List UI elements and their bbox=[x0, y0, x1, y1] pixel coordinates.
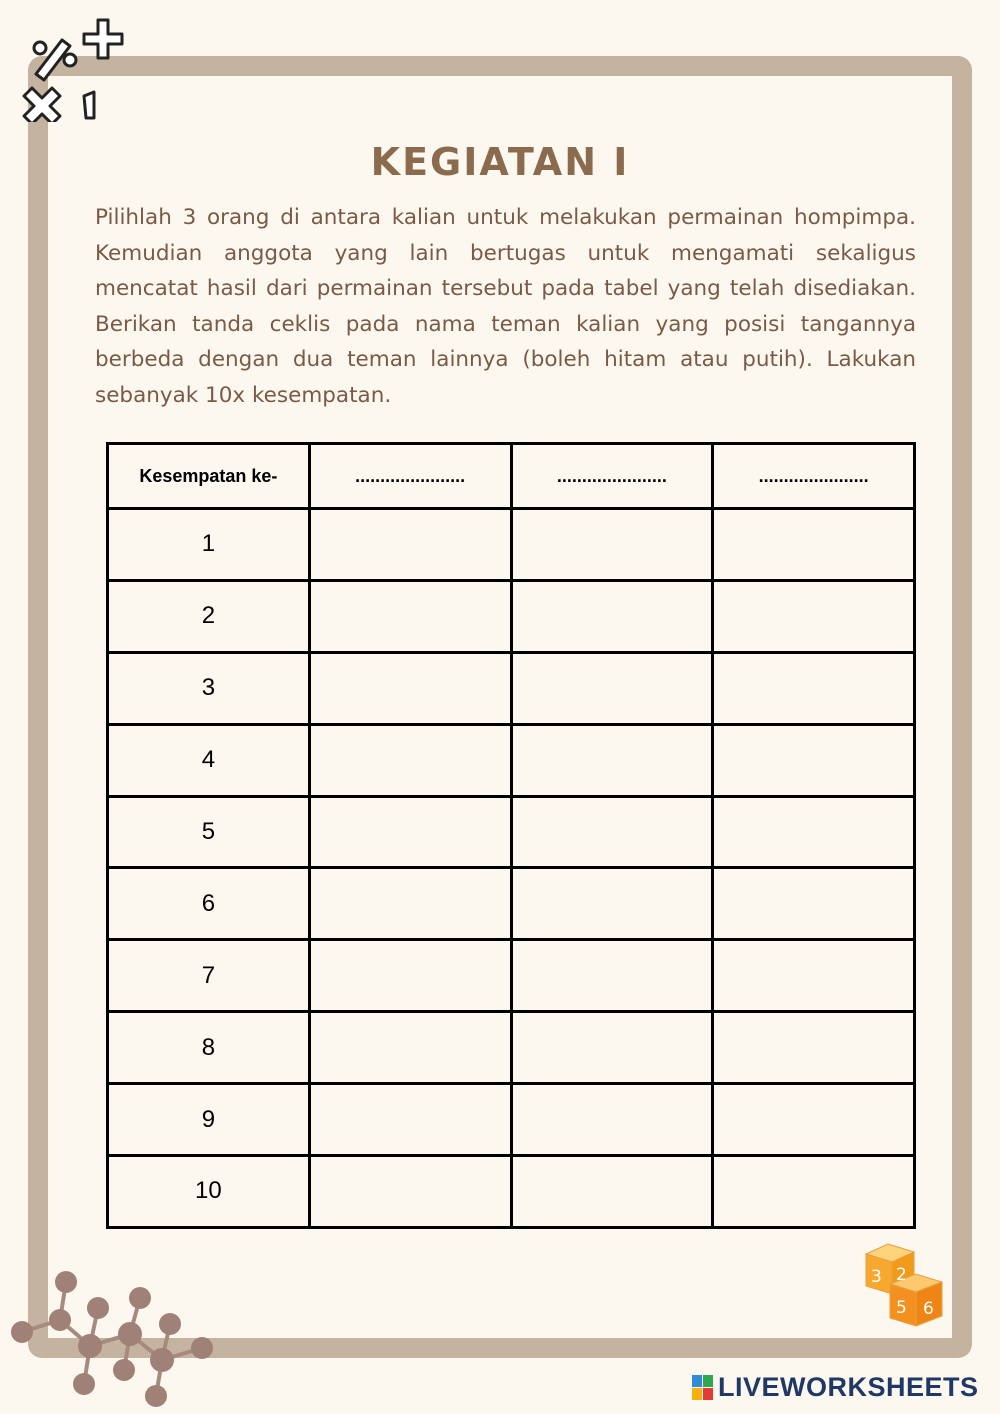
check-cell[interactable] bbox=[309, 509, 511, 581]
row-number: 8 bbox=[108, 1012, 310, 1084]
check-cell[interactable] bbox=[309, 796, 511, 868]
svg-text:5: 5 bbox=[896, 1298, 907, 1318]
check-cell[interactable] bbox=[713, 580, 915, 652]
check-cell[interactable] bbox=[713, 1084, 915, 1156]
header-player-3[interactable]: ...................... bbox=[713, 444, 915, 509]
row-number: 4 bbox=[108, 724, 310, 796]
liveworksheets-logo-icon bbox=[692, 1375, 714, 1401]
dice-icon bbox=[862, 1240, 948, 1328]
row-number: 3 bbox=[108, 652, 310, 724]
table-row bbox=[108, 1084, 915, 1156]
check-cell[interactable] bbox=[713, 868, 915, 940]
check-cell[interactable] bbox=[511, 1084, 713, 1156]
check-cell[interactable] bbox=[309, 1012, 511, 1084]
svg-text:6: 6 bbox=[923, 1299, 934, 1319]
check-cell[interactable] bbox=[511, 1156, 713, 1228]
check-cell[interactable] bbox=[713, 1156, 915, 1228]
row-number: 9 bbox=[108, 1084, 310, 1156]
table-row bbox=[108, 580, 915, 652]
table-header-row bbox=[108, 444, 915, 509]
check-cell[interactable] bbox=[309, 868, 511, 940]
svg-text:3: 3 bbox=[871, 1267, 882, 1287]
check-cell[interactable] bbox=[511, 580, 713, 652]
check-cell[interactable] bbox=[511, 509, 713, 581]
check-cell[interactable] bbox=[511, 652, 713, 724]
brand-logo bbox=[692, 1372, 979, 1403]
table-row bbox=[108, 868, 915, 940]
row-number: 10 bbox=[108, 1156, 310, 1228]
row-number: 7 bbox=[108, 940, 310, 1012]
check-cell[interactable] bbox=[713, 724, 915, 796]
page-title: KEGIATAN I bbox=[370, 140, 630, 184]
check-cell[interactable] bbox=[511, 1012, 713, 1084]
check-cell[interactable] bbox=[511, 724, 713, 796]
molecule-decoration-icon bbox=[4, 1268, 224, 1414]
check-cell[interactable] bbox=[309, 652, 511, 724]
check-cell[interactable] bbox=[713, 1012, 915, 1084]
header-player-2[interactable]: ...................... bbox=[511, 444, 713, 509]
math-symbols-icon bbox=[12, 14, 124, 122]
row-number: 5 bbox=[108, 796, 310, 868]
table-row bbox=[108, 796, 915, 868]
check-cell[interactable] bbox=[309, 1156, 511, 1228]
check-cell[interactable] bbox=[511, 940, 713, 1012]
row-number: 6 bbox=[108, 868, 310, 940]
check-cell[interactable] bbox=[713, 509, 915, 581]
check-cell[interactable] bbox=[713, 940, 915, 1012]
brand-name: LIVEWORKSHEETS bbox=[718, 1372, 979, 1402]
check-cell[interactable] bbox=[511, 868, 713, 940]
check-cell[interactable] bbox=[713, 796, 915, 868]
svg-text:2: 2 bbox=[896, 1265, 907, 1285]
table-row bbox=[108, 1156, 915, 1228]
row-number: 1 bbox=[108, 509, 310, 581]
table-row bbox=[108, 652, 915, 724]
instructions-paragraph: Pilihlah 3 orang di antara kalian untuk melakukan permainan hompimpa. Kemudian anggota yang lain bertugas untuk mengamati sekaligus mencatat hasil dari permainan tersebut pada tabel yang telah disediakan. Berikan tanda ceklis pada nama teman kalian yang posisi tangannya berbeda dengan dua teman lainnya (boleh hitam atau putih). Lakukan sebanyak 10x kesempatan. bbox=[95, 205, 916, 408]
check-cell[interactable] bbox=[309, 1084, 511, 1156]
header-player-1[interactable]: ...................... bbox=[309, 444, 511, 509]
header-chance: Kesempatan ke- bbox=[108, 444, 310, 509]
check-cell[interactable] bbox=[309, 724, 511, 796]
check-cell[interactable] bbox=[309, 580, 511, 652]
table-row bbox=[108, 940, 915, 1012]
check-cell[interactable] bbox=[713, 652, 915, 724]
row-number: 2 bbox=[108, 580, 310, 652]
table-row bbox=[108, 509, 915, 581]
table-row bbox=[108, 1012, 915, 1084]
check-cell[interactable] bbox=[511, 796, 713, 868]
table-row bbox=[108, 724, 915, 796]
observation-table bbox=[106, 442, 916, 1229]
check-cell[interactable] bbox=[309, 940, 511, 1012]
